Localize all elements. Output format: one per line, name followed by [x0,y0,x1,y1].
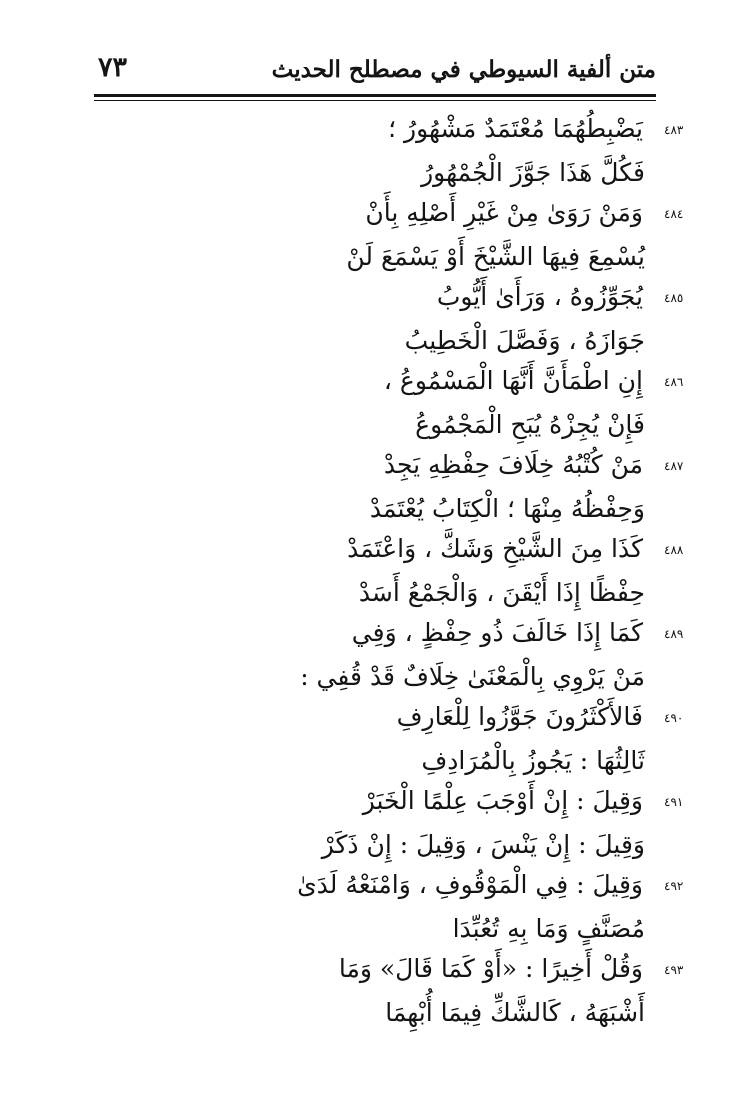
verse-second-hemistich: يُسْمِعَ فِيهَا الشَّيْخَ أَوْ يَسْمَعَ لَنْ [346,242,645,271]
verse-number: ٤٨٨ [664,543,684,557]
header-rule-thin [94,100,656,101]
verse-first-hemistich: فَالأَكْثَرُونَ جَوَّزُوا لِلْعَارِفِ [396,702,643,731]
running-title: متن ألفية السيوطي في مصطلح الحديث [271,56,656,83]
verse-first-hemistich: وَقِيلَ : فِي الْمَوْقُوفِ ، وَامْنَعْهُ لَدَىٰ [297,870,643,899]
verse-second-hemistich: أَشْبَهَهُ ، كَالشَّكِّ فِيمَا أُبْهِمَا [385,998,645,1027]
verse-first-hemistich: وَمَنْ رَوَىٰ مِنْ غَيْرِ أَصْلِهِ بِأَنْ [365,198,643,227]
verse-second-hemistich: فَكُلَّ هَذَا جَوَّزَ الْجُمْهُورُ [421,158,645,187]
running-header [94,52,656,94]
verse-number: ٤٨٤ [664,207,684,221]
verse-number: ٤٨٣ [664,123,684,137]
verse-number: ٤٨٧ [664,459,684,473]
verse-number: ٤٨٦ [664,375,684,389]
verse-number: ٤٨٥ [664,291,684,305]
verse-first-hemistich: مَنْ كُتْبُهُ خِلَافَ حِفْظِهِ يَجِدْ [383,450,643,479]
verse-first-hemistich: يُجَوِّزُوهُ ، وَرَأَىٰ أَيُّوبُ [436,282,643,311]
verse-first-hemistich: وَقُلْ أَخِيرًا : «أَوْ كَمَا قَالَ» وَمَا [338,954,643,983]
verse-first-hemistich: يَضْبِطُهُمَا مُعْتَمَدٌ مَشْهُورُ ؛ [388,114,643,143]
verse-second-hemistich: وَقِيلَ : إِنْ يَنْسَ ، وَقِيلَ : إِنْ ذَكَرْ [321,830,645,859]
verse-second-hemistich: جَوَازَهُ ، وَفَصَّلَ الْخَطِيبُ [404,326,645,355]
verse-number: ٤٩٣ [664,963,684,977]
verse-number: ٤٨٩ [664,627,684,641]
verse-second-hemistich: مُصَنَّفٍ وَمَا بِهِ تُعُبِّدَا [452,914,645,943]
verse-number: ٤٩٠ [664,711,684,725]
verse-second-hemistich: حِفْظًا إِذَا أَيْقَنَ ، وَالْجَمْعُ أَسَدْ [358,578,645,607]
verse-first-hemistich: كَمَا إِذَا خَالَفَ ذُو حِفْظٍ ، وَفِي [351,618,643,647]
verse-second-hemistich: وَحِفْظُهُ مِنْهَا ؛ الْكِتَابُ يُعْتَمَدْ [369,494,645,523]
verse-second-hemistich: مَنْ يَرْوِي بِالْمَعْنَىٰ خِلَافٌ قَدْ قُفِي : [300,662,645,691]
verse-second-hemistich: ثَالِثُهَا : يَجُوزُ بِالْمُرَادِفِ [421,746,645,775]
verse-number: ٤٩١ [664,795,684,809]
header-rule-thick [94,94,656,97]
verse-second-hemistich: فَإِنْ يُجِزْهُ يُبَحِ الْمَجْمُوعُ [415,410,645,439]
verse-first-hemistich: كَذَا مِنَ الشَّيْخِ وَشَكَّ ، وَاعْتَمَدْ [347,534,643,563]
page-number: ٧٣ [98,52,128,83]
verse-number: ٤٩٢ [664,879,684,893]
verse-first-hemistich: إِنِ اطْمَأَنَّ أَنَّهَا الْمَسْمُوعُ ، [383,366,643,395]
verse-first-hemistich: وَقِيلَ : إِنْ أَوْجَبَ عِلْمًا الْخَبَرْ [362,786,643,815]
